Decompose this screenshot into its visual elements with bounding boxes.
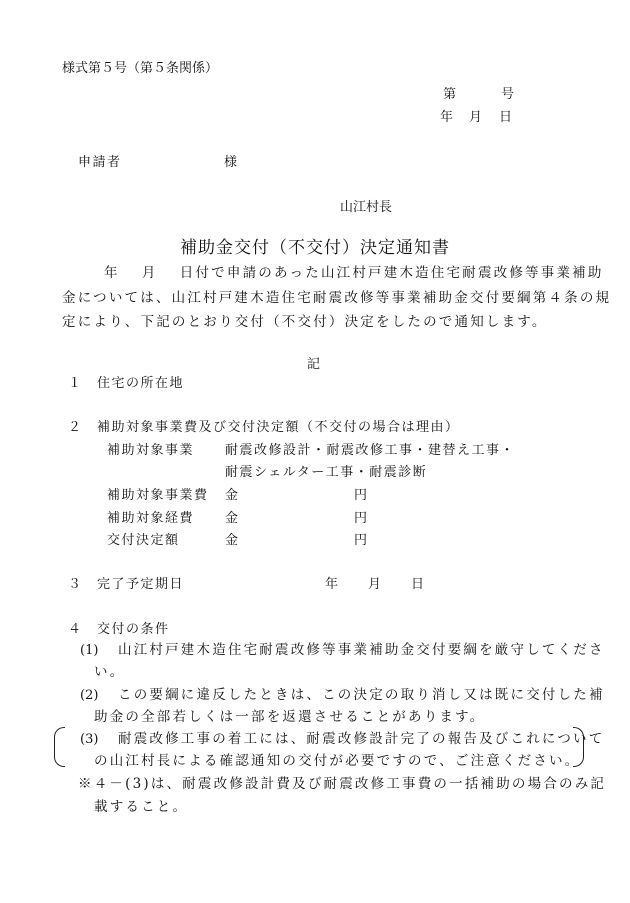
issuer: 山江村長 xyxy=(340,200,393,215)
section-1: １ 住宅の所在地 xyxy=(68,376,185,391)
condition-2-line-2: 助金の全部若しくは一部を返還させることがあります。 xyxy=(94,709,486,725)
expense-label: 補助対象経費 xyxy=(107,511,195,526)
applicant-label: 申請者 xyxy=(78,155,122,170)
document-title: 補助金交付（不交付）決定通知書 xyxy=(180,238,450,258)
condition-3-line-2: の山江村長による確認通知の交付が必要ですので、ご注意ください。 xyxy=(94,753,581,769)
completion-day: 日 xyxy=(411,577,425,592)
number-dai: 第 xyxy=(443,87,457,102)
project-value-1: 耐震改修設計・耐震改修工事・建替え工事・ xyxy=(225,443,516,458)
condition-3-number: (3) xyxy=(80,732,99,747)
date-day: 日 xyxy=(499,110,513,125)
left-bracket xyxy=(54,727,65,767)
expense-kin: 金 xyxy=(225,511,239,526)
number-go: 号 xyxy=(501,87,515,102)
sama-label: 様 xyxy=(224,155,238,170)
condition-1-line-2: い。 xyxy=(94,664,126,680)
project-value-2: 耐震シェルター工事・耐震診断 xyxy=(225,465,428,480)
decision-label: 交付決定額 xyxy=(107,533,180,548)
completion-year: 年 xyxy=(325,577,339,592)
section-2: ２ 補助対象事業費及び交付決定額（不交付の場合は理由） xyxy=(68,420,460,435)
note-line-1: ※４－(3)は、耐震改修設計費及び耐震改修工事費の一括補助の場合のみ記 xyxy=(78,776,607,792)
completion-month: 月 xyxy=(368,577,382,592)
cost-kin: 金 xyxy=(225,488,239,503)
intro-line-2: 金については、山江村戸建木造住宅耐震改修等事業補助金交付要綱第４条の規 xyxy=(62,290,612,306)
decision-yen: 円 xyxy=(354,533,368,548)
ki-heading: 記 xyxy=(307,357,321,372)
project-label: 補助対象事業 xyxy=(107,443,195,458)
date-month: 月 xyxy=(469,110,483,125)
condition-1-line-1: 山江村戸建木造住宅耐震改修等事業補助金交付要綱を厳守してくださ xyxy=(118,642,605,658)
expense-yen: 円 xyxy=(354,511,368,526)
condition-3-line-1: 耐震改修工事の着工には、耐震改修設計完了の報告及びこれについて xyxy=(118,731,605,747)
form-number-label: 様式第５号（第５条関係） xyxy=(62,61,219,76)
condition-1-number: (1) xyxy=(80,643,99,658)
date-year: 年 xyxy=(440,110,454,125)
cost-yen: 円 xyxy=(354,488,368,503)
decision-kin: 金 xyxy=(225,533,239,548)
intro-line-3: 定により、下記のとおり交付（不交付）決定をしたので通知します。 xyxy=(62,314,548,330)
intro-line-1: 年 月 日付で申請のあった山江村戸建木造住宅耐震改修等事業補助 xyxy=(104,265,604,281)
cost-label: 補助対象事業費 xyxy=(107,488,209,503)
section-4: ４ 交付の条件 xyxy=(68,622,170,637)
condition-2-number: (2) xyxy=(80,688,99,703)
note-line-2: 載すること。 xyxy=(94,799,189,815)
condition-2-line-1: この要綱に違反したときは、この決定の取り消し又は既に交付した補 xyxy=(118,687,605,703)
section-3: ３ 完了予定期日 xyxy=(68,577,185,592)
